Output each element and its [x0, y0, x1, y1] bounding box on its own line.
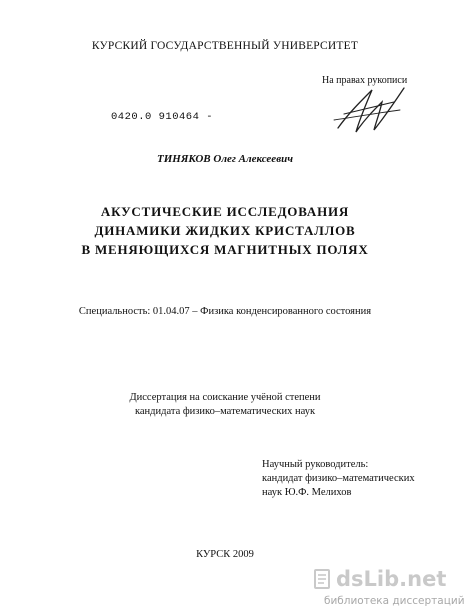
watermark-brand: dsLib.net: [336, 567, 447, 591]
university-name: КУРСКИЙ ГОСУДАРСТВЕННЫЙ УНИВЕРСИТЕТ: [91, 40, 359, 52]
book-icon: [312, 566, 334, 592]
advisor-label: Научный руководитель:: [262, 459, 369, 470]
signature: [330, 84, 410, 136]
title-line-3: В МЕНЯЮЩИХСЯ МАГНИТНЫХ ПОЛЯХ: [81, 242, 369, 257]
author-name: ТИНЯКОВ Олег Алексеевич: [157, 153, 293, 165]
registration-code: 0420.0 910464 -: [111, 111, 214, 123]
specialty: Специальность: 01.04.07 – Физика конденсированного состояния: [78, 306, 372, 317]
manuscript-note: На правах рукописи: [322, 75, 408, 86]
watermark-tagline: библиотека диссертаций: [324, 595, 465, 607]
advisor-degree: кандидат физико–математических: [262, 473, 415, 484]
watermark: [312, 566, 465, 612]
dissertation-line-2: кандидата физико–математических наук: [134, 406, 316, 417]
title-line-2: ДИНАМИКИ ЖИДКИХ КРИСТАЛЛОВ: [94, 223, 356, 238]
dissertation-line-1: Диссертация на соискание учёной степени: [129, 392, 321, 403]
advisor-name: наук Ю.Ф. Мелихов: [262, 487, 352, 498]
title-line-1: АКУСТИЧЕСКИЕ ИССЛЕДОВАНИЯ: [100, 204, 350, 219]
city-year: КУРСК 2009: [196, 549, 254, 560]
